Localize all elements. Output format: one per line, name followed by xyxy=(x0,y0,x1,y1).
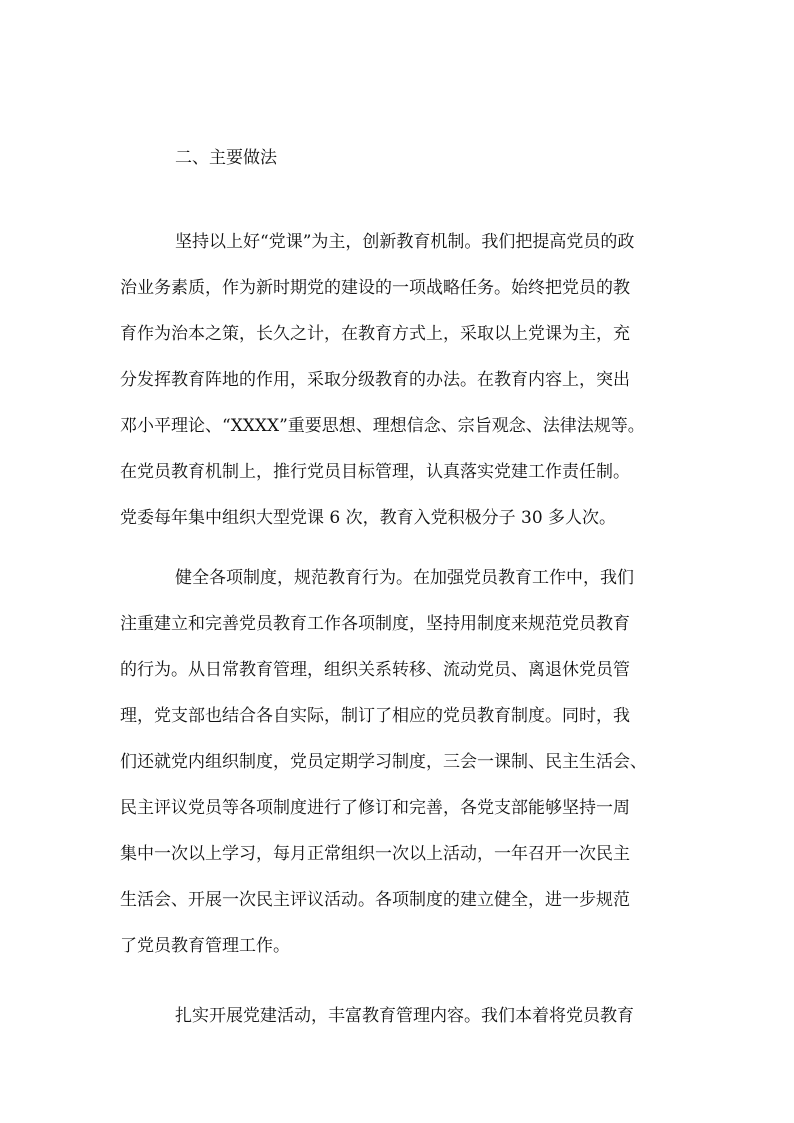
paragraph-line: 扎实开展党建活动，丰富教育管理内容。我们本着将党员教育 xyxy=(175,1006,634,1026)
paragraph-line: 注重建立和完善党员教育工作各项制度，坚持用制度来规范党员教育 xyxy=(120,614,630,634)
paragraph-line: 治业务素质，作为新时期党的建设的一项战略任务。始终把党员的教 xyxy=(120,278,630,298)
paragraph-line: 党委每年集中组织大型党课 6 次，教育入党积极分子 30 多人次。 xyxy=(120,508,617,528)
section-heading: 二、主要做法 xyxy=(175,148,277,168)
paragraph-line: 民主评议党员等各项制度进行了修订和完善，各党支部能够坚持一周 xyxy=(120,798,630,818)
paragraph-line: 了党员教育管理工作。 xyxy=(120,936,290,956)
paragraph-line: 生活会、开展一次民主评议活动。各项制度的建立健全，进一步规范 xyxy=(120,890,630,910)
paragraph-line: 在党员教育机制上，推行党员目标管理，认真落实党建工作责任制。 xyxy=(120,462,630,482)
paragraph-line: 理，党支部也结合各自实际，制订了相应的党员教育制度。同时，我 xyxy=(120,706,630,726)
paragraph-line: 的行为。从日常教育管理，组织关系转移、流动党员、离退休党员管 xyxy=(120,660,630,680)
paragraph-line: 集中一次以上学习，每月正常组织一次以上活动，一年召开一次民主 xyxy=(120,844,630,864)
paragraph-party-lessons xyxy=(120,230,700,530)
paragraph-line: 坚持以上好“党课”为主，创新教育机制。我们把提高党员的政 xyxy=(175,232,635,252)
paragraph-line: 育作为治本之策，长久之计，在教育方式上，采取以上党课为主，充 xyxy=(120,324,630,344)
paragraph-line: 邓小平理论、“XXXX”重要思想、理想信念、宗旨观念、法律法规等。 xyxy=(120,416,645,436)
paragraph-line: 健全各项制度，规范教育行为。在加强党员教育工作中，我们 xyxy=(175,568,634,588)
paragraph-line: 们还就党内组织制度，党员定期学习制度，三会一课制、民主生活会、 xyxy=(120,752,647,772)
paragraph-rules-system xyxy=(120,566,700,958)
paragraph-party-activities xyxy=(120,1004,700,1028)
paragraph-line: 分发挥教育阵地的作用，采取分级教育的办法。在教育内容上，突出 xyxy=(120,370,630,390)
